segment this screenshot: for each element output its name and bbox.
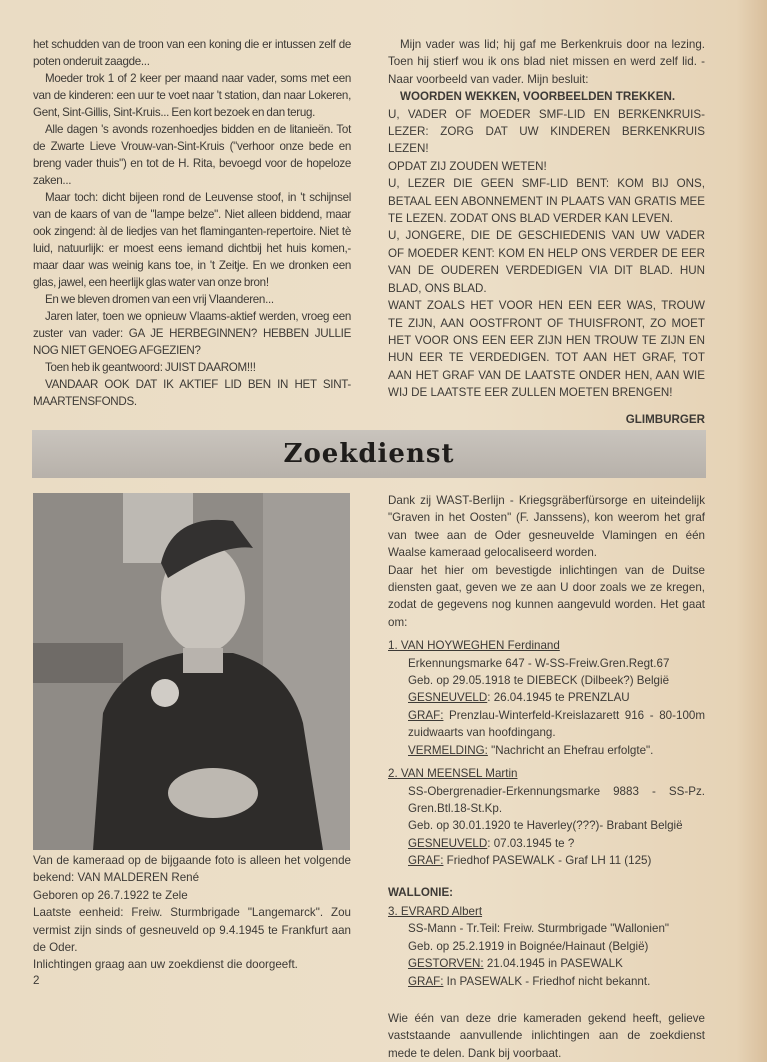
- entry-name: 2. VAN MEENSEL Martin: [388, 767, 518, 781]
- appeal: WANT ZOALS HET VOOR HEN EEN EER WAS, TROUW TE ZIJN, AAN OOSTFRONT OF THUISFRONT, ZO MOET HET VOOR ONS EEN EER ZIJN HEN TROUW TE ZIJN EN HUN EER TE VERDEDIGEN. TOT AAN HET GRAF, TOT AAN HET GRAF VAN DE LAATSTE ONDER HEN, AAN WIE WIJ DE LAATSTE EER ZULLEN MOETEN BRENGEN!: [388, 299, 705, 400]
- entry-text: In PASEWALK - Friedhof nicht bekannt.: [443, 974, 651, 988]
- author-signature: GLIMBURGER: [625, 412, 705, 426]
- paragraph: het schudden van de troon van een koning die er intussen zelf de poten onderuit zaagde...: [33, 38, 351, 68]
- entry-line: [388, 835, 705, 852]
- entry-line: [388, 783, 705, 818]
- caption-line: Inlichtingen graag aan uw zoekdienst die doorgeeft.: [33, 958, 298, 972]
- entry-line: [388, 655, 705, 672]
- search-entry: [388, 903, 705, 990]
- caption-line: Laatste eenheid: Freiw. Sturmbrigade "Langemarck". Zou vermist zijn sinds of gesneuveld op 9.4.1945 te Frankfurt aan de Oder.: [33, 906, 351, 955]
- intro-paragraph: Daar het hier om bevestigde inlichtingen van de Duitse diensten gaat, geven we ze aan U door zoals we ze kregen, zodat de gegevens nog kunnen aangevuld worden. Het gaat om:: [388, 563, 705, 629]
- soldier-portrait-image: [33, 493, 350, 850]
- entry-name: 1. VAN HOYWEGHEN Ferdinand: [388, 639, 560, 653]
- entry-text: 21.04.1945 in PASEWALK: [483, 957, 623, 971]
- intro-paragraph: Dank zij WAST-Berlijn - Kriegsgräberfürsorge en uiteindelijk "Graven in het Oosten" (F. Janssens), kon weerom het graf van twee aan de Oder gesneuvelde Vlamingen en één Waalse kameraad gelocaliseerd worden.: [388, 494, 705, 560]
- entry-text: Prenzlau-Winterfeld-Kreislazarett 916 - 80-100m zuidwaarts van hoofdingang.: [408, 708, 705, 740]
- section-title: Zoekdienst: [283, 439, 455, 469]
- motto: WOORDEN WEKKEN, VOORBEELDEN TREKKEN.: [400, 90, 676, 104]
- closing-paragraph: Wie één van deze drie kameraden gekend heeft, gelieve vaststaande aanvullende inlichtingen aan de zoekdienst mede te delen. Dank bij voorbaat.: [388, 1011, 705, 1060]
- entry-label: GRAF:: [408, 854, 444, 868]
- entry-text: : 07.03.1945 te ?: [487, 836, 575, 850]
- appeal: U, VADER OF MOEDER SMF-LID EN BERKENKRUIS-LEZER: ZORG DAT UW KINDEREN BERKENKRUIS LEZEN!: [388, 107, 705, 156]
- paragraph: Alle dagen 's avonds rozenhoedjes bidden en de litanieën. Tot de Zwarte Lieve Vrouw-van-Sint-Kruis ("verhoor onze bede en breng vader thuis") en tot de H. Rita, bevoegd voor de hopeloze zaken...: [33, 123, 351, 187]
- entry-line: [388, 707, 705, 742]
- appeal: OPDAT ZIJ ZOUDEN WETEN!: [388, 159, 547, 173]
- entry-line: [388, 817, 705, 834]
- paragraph: Maar toch: dicht bijeen rond de Leuvense stoof, in 't schijnsel van de kaars of van de "lampe belze". Niet alleen biddend, maar ook zingend: àl de liedjes van het flaminganten-repertoire. Niet tè luid, natuurlijk: er moest eens iemand dichtbij het huis komen,- maar daar was weinig kans toe, in 't Zeitje. En we dronken een glas, jawel, een heerlijk glas water van onze bron!: [33, 191, 351, 289]
- entry-label: GRAF:: [408, 974, 444, 988]
- entry-line: [388, 742, 705, 759]
- entry-text: SS-Obergrenadier-Erkennungsmarke 9883 - SS-Pz. Gren.Btl.18-St.Kp.: [408, 784, 705, 815]
- entry-text: Geb. op 30.01.1920 te Haverley(???)- Brabant België: [408, 819, 683, 833]
- intro-paragraph: Mijn vader was lid; hij gaf me Berkenkruis door na lezing. Toen hij stierf wou ik ons blad niet missen en werd zelf lid. - Naar voorbeeld van vader. Mijn besluit:: [388, 38, 705, 86]
- section-banner: [32, 430, 706, 478]
- search-column: [388, 492, 705, 1062]
- entry-label: GESTORVEN:: [408, 957, 484, 971]
- entry-line: [388, 973, 705, 990]
- entry-line: [388, 689, 705, 706]
- entry-text: Geb. op 25.2.1919 in Boignée/Hainaut (België): [408, 939, 649, 953]
- entry-line: [388, 920, 705, 937]
- entry-line: [388, 852, 705, 869]
- entry-line: [388, 955, 705, 972]
- paragraph: Moeder trok 1 of 2 keer per maand naar vader, soms met een van de kinderen: een uur te voet naar 't station, dan naar Lokeren, Gent, Sint-Gillis, Sint-Kruis... Een kort bezoek en dan terug.: [33, 72, 351, 119]
- entry-label: GESNEUVELD: [408, 691, 488, 705]
- entry-text: SS-Mann - Tr.Teil: Freiw. Sturmbrigade "Wallonien": [408, 922, 670, 936]
- page-number: 2: [33, 974, 40, 987]
- article-right-column: [388, 36, 705, 428]
- entry-label: GESNEUVELD: [408, 836, 488, 850]
- entry-name: 3. EVRARD Albert: [388, 904, 483, 918]
- photo-caption: [33, 852, 351, 974]
- search-entry: [388, 637, 705, 759]
- paragraph: Jaren later, toen we opnieuw Vlaams-aktief werden, vroeg een zuster van vader: GA JE HERBEGINNEN? HEBBEN JULLIE NOG NIET GENOEG AFGEZIEN?: [33, 310, 351, 357]
- entry-line: [388, 672, 705, 689]
- search-entry: [388, 765, 705, 869]
- entry-line: [388, 938, 705, 955]
- article-left-column: [33, 36, 351, 410]
- caption-line: Geboren op 26.7.1922 te Zele: [33, 888, 188, 902]
- entry-text: Erkennungsmarke 647 - W-SS-Freiw.Gren.Regt.67: [408, 656, 670, 670]
- wallonie-heading: WALLONIE:: [388, 885, 454, 899]
- appeal: U, JONGERE, DIE DE GESCHIEDENIS VAN UW VADER OF MOEDER KENT: KOM EN HELP ONS VERDER DE EER VAN DE OUDEREN VERDEDIGEN VIA DIT BLAD. HUN BLAD, ONS BLAD.: [388, 229, 705, 295]
- soldier-photo: [33, 493, 350, 850]
- entry-text: : 26.04.1945 te PRENZLAU: [487, 691, 630, 705]
- entry-text: Geb. op 29.05.1918 te DIEBECK (Dilbeek?) België: [408, 674, 670, 688]
- entry-label: GRAF:: [408, 708, 444, 722]
- entry-text: Friedhof PASEWALK - Graf LH 11 (125): [443, 854, 652, 868]
- entry-text: "Nachricht an Ehefrau erfolgte".: [487, 743, 654, 757]
- paragraph: En we bleven dromen van een vrij Vlaanderen...: [45, 293, 274, 306]
- entry-label: VERMELDING:: [408, 743, 488, 757]
- paragraph: Toen heb ik geantwoord: JUIST DAAROM!!!: [45, 361, 256, 374]
- paragraph: VANDAAR OOK DAT IK AKTIEF LID BEN IN HET SINT-MAARTENSFONDS.: [33, 378, 351, 408]
- appeal: U, LEZER DIE GEEN SMF-LID BENT: KOM BIJ ONS, BETAAL EEN ABONNEMENT IN PLAATS VAN GRATIS MEE TE LEZEN. ZODAT ONS BLAD VERDER KAN LEVEN.: [388, 177, 705, 226]
- caption-line: Van de kameraad op de bijgaande foto is alleen het volgende bekend: VAN MALDEREN René: [33, 854, 351, 885]
